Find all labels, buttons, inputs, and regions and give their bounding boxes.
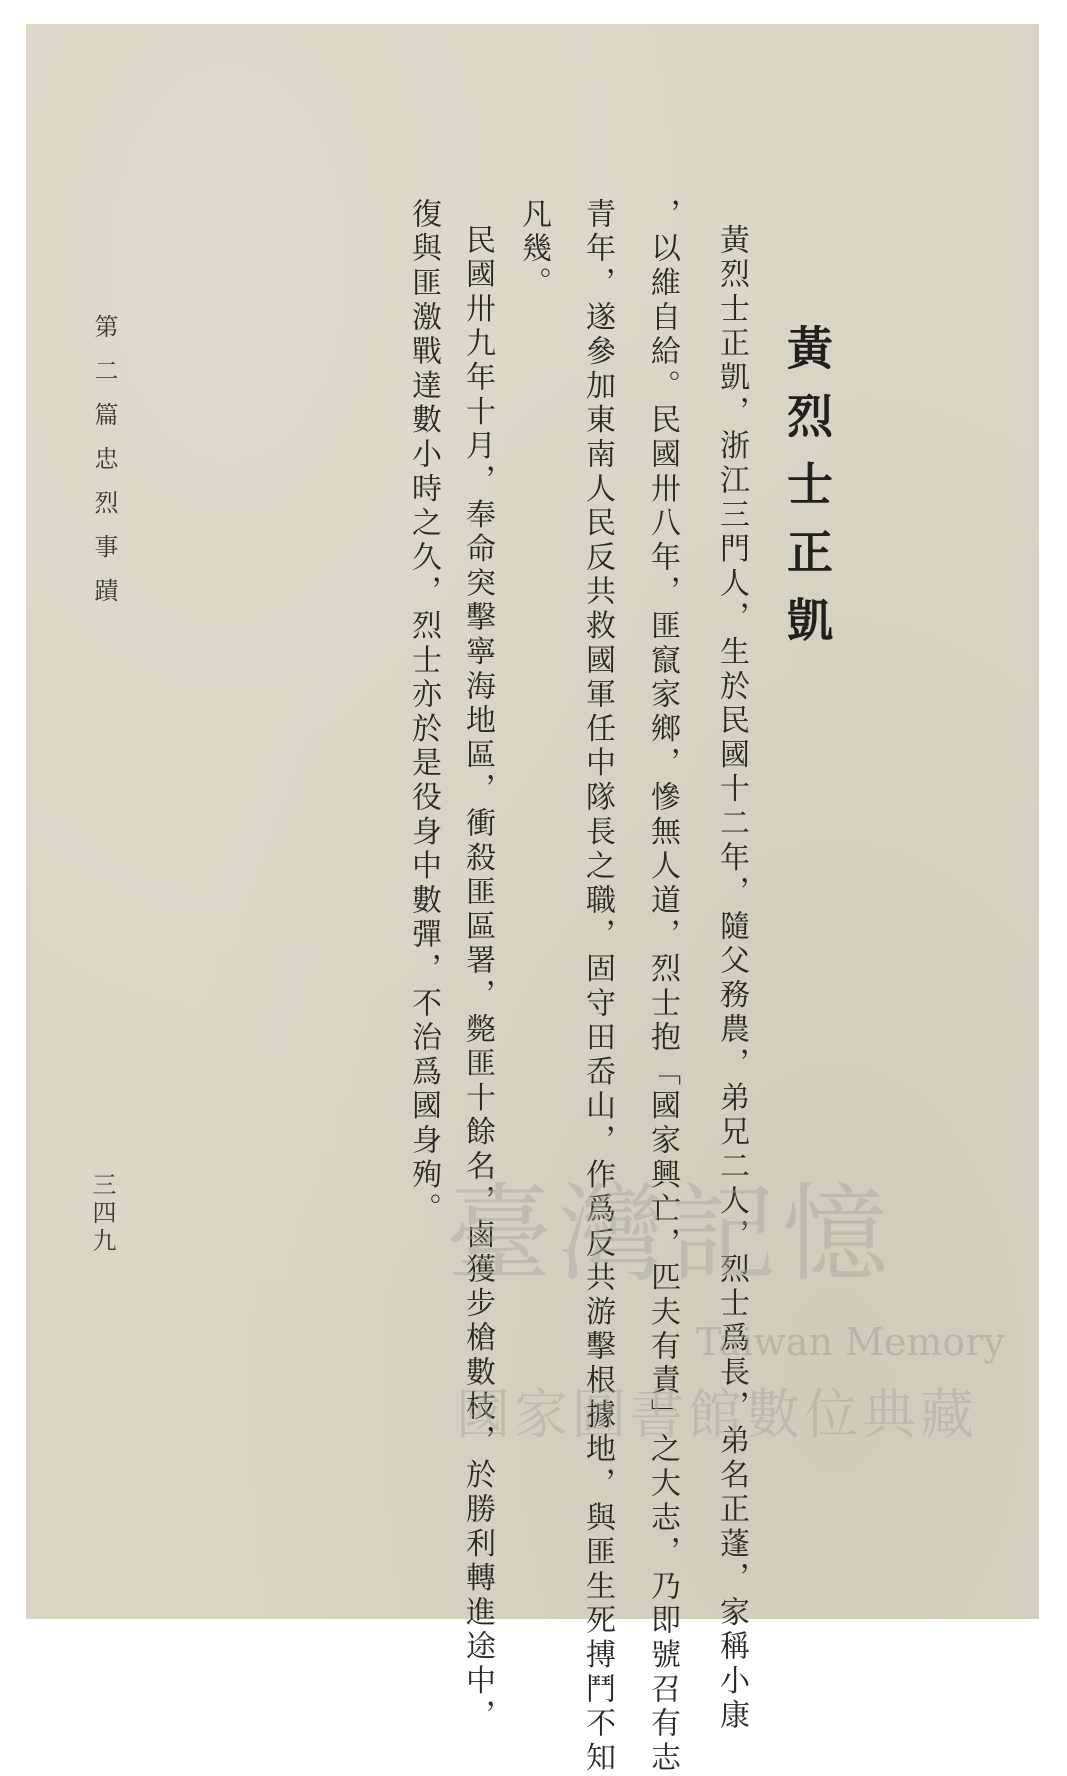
body-column-5: 民國卅九年十月，奉命突擊寧海地區，衝殺匪區署，斃匪十餘名，鹵獲步槍數枝，於勝利轉進途中， — [460, 224, 495, 1734]
body-column-2: ，以維自給。民國卅八年，匪竄家鄉，慘無人道，烈士抱「國家興亡，匹夫有責」之大志，乃即號召有志 — [645, 198, 680, 1776]
article-title: 黃烈士正凱 — [780, 324, 834, 664]
body-column-1: 黃烈士正凱，浙江三門人，生於民國十二年，隨父務農，弟兄二人，烈士爲長，弟名正蓬，家稱小康 — [714, 224, 749, 1734]
watermark-logo-text: 臺灣記憶 — [446, 1173, 894, 1296]
watermark-subtitle: 國家圖書館數位典藏 — [456, 1383, 978, 1446]
body-column-3: 青年，遂參加東南人民反共救國軍任中隊長之職，固守田岙山，作爲反共游擊根據地，與匪生死搏鬥不知 — [580, 198, 615, 1776]
taiwan-memory-watermark — [446, 1150, 1005, 1450]
running-head: 第二篇忠烈事蹟 — [90, 314, 118, 622]
body-column-4: 凡幾。 — [516, 198, 551, 301]
body-column-6: 復與匪激戰達數小時之久，烈士亦於是役身中數彈，不治爲國身殉。 — [406, 198, 441, 1227]
watermark-english: Taiwan Memory — [696, 1320, 1005, 1364]
page-number: 三四九 — [88, 1172, 116, 1256]
